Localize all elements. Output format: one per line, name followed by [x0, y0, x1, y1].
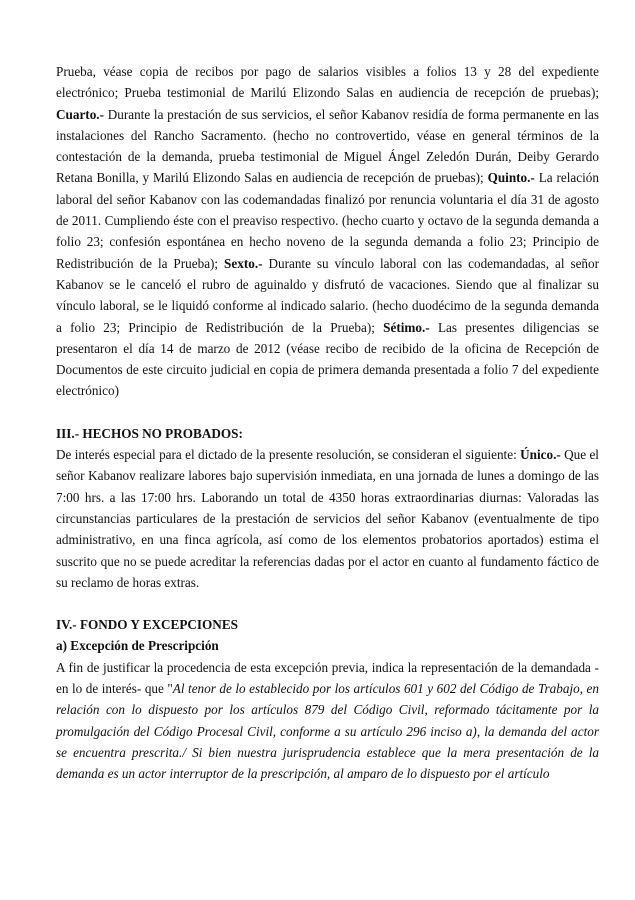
fact-label-quinto: Quinto.-: [487, 170, 535, 186]
text-run: Durante la prestación de sus servicios, el señor Kabanov residía de forma permanente en las instalaciones del Rancho Sacramento. (hecho no controvertido, véase en general términos de la contestación de la demanda, prueba testimonial de Miguel Ángel Zeledón Durán, Deiby Gerardo Retana Bonilla, y Marilú Elizondo Salas en audiencia de recepción de pruebas);: [56, 106, 599, 186]
text-run: La relación laboral del señor Kabanov con las codemandadas finalizó por renuncia voluntaria el día 31 de agosto de 2011. Cumpliendo éste con el preaviso respectivo. (hecho cuarto y octavo de la segunda demanda a folio 23; confesión espontánea en hecho noveno de la segunda demanda a folio 23; Principio de Redistribución de la Prueba);: [56, 170, 599, 271]
prescription-paragraph: [56, 657, 599, 785]
unproven-facts-paragraph: [56, 444, 599, 593]
section-heading-unproven-facts: III.- HECHOS NO PROBADOS:: [56, 425, 243, 441]
text-run: A fin de justificar la procedencia de esta excepción previa, indica la representación de la demandada -en lo de interés- que ": [56, 659, 599, 697]
fact-label-setimo: Sétimo.-: [383, 319, 430, 335]
fact-label-cuarto: Cuarto.-: [56, 106, 104, 122]
fact-label-sexto: Sexto.-: [224, 255, 263, 271]
proven-facts-paragraph: [56, 61, 599, 402]
text-run: Prueba, véase copia de recibos por pago de salarios visibles a folios 13 y 28 del expediente electrónico; Prueba testimonial de Marilú Elizondo Salas en audiencia de recepción de pruebas);: [56, 64, 599, 101]
fact-label-unico: Único.-: [520, 447, 561, 463]
text-run: Que el señor Kabanov realizare labores bajo supervisión inmediata, en una jornada de lunes a domingo de las 7:00 hrs. a las 17:00 hrs. Laborando un total de 4350 horas extraordinarias diurnas: Valoradas las circunstancias particulares de la prestación de servicios del señor Kabanov (eventualmente de tipo administrativo, en una finca agrícola, así como de los elementos probatorios aportados) estima el suscrito que no se puede acreditar la referencias dadas por el actor en cuanto al fundamento fáctico de su reclamo de horas extras.: [56, 447, 599, 590]
text-run: Las presentes diligencias se presentaron el día 14 de marzo de 2012 (véase recibo de recibido de la oficina de Recepción de Documentos de este circuito judicial en copia de primera demanda presentada a folio 7 del expediente electrónico): [56, 319, 599, 399]
quoted-text: Al tenor de lo establecido por los artículos 601 y 602 del Código de Trabajo, en relación con lo dispuesto por los artículos 879 del Código Civil, reformado tácitamente por la promulgación del Código Procesal Civil, conforme a su artículo 296 inciso a), la demanda del actor se encuentra prescrita./ Si bien nuestra jurisprudencia establece que la mera presentación de la demanda es un actor interruptor de la prescripción, al amparo de lo dispuesto por el artículo: [56, 681, 599, 782]
text-run: Durante su vínculo laboral con las codemandadas, al señor Kabanov se le canceló el rubro de aguinaldo y disfrutó de vacaciones. Siendo que al finalizar su vínculo laboral, se le liquidó conforme al indicado salario. (hecho duodécimo de la segunda demanda a folio 23; Principio de Redistribución de la Prueba);: [56, 255, 600, 335]
text-run: De interés especial para el dictado de la presente resolución, se consideran el siguiente:: [56, 447, 521, 463]
section-heading-merits: IV.- FONDO Y EXCEPCIONES: [56, 617, 238, 633]
paragraph-spacer: [56, 402, 599, 423]
subheading-prescription: a) Excepción de Prescripción: [56, 638, 219, 654]
paragraph-spacer: [56, 593, 599, 614]
